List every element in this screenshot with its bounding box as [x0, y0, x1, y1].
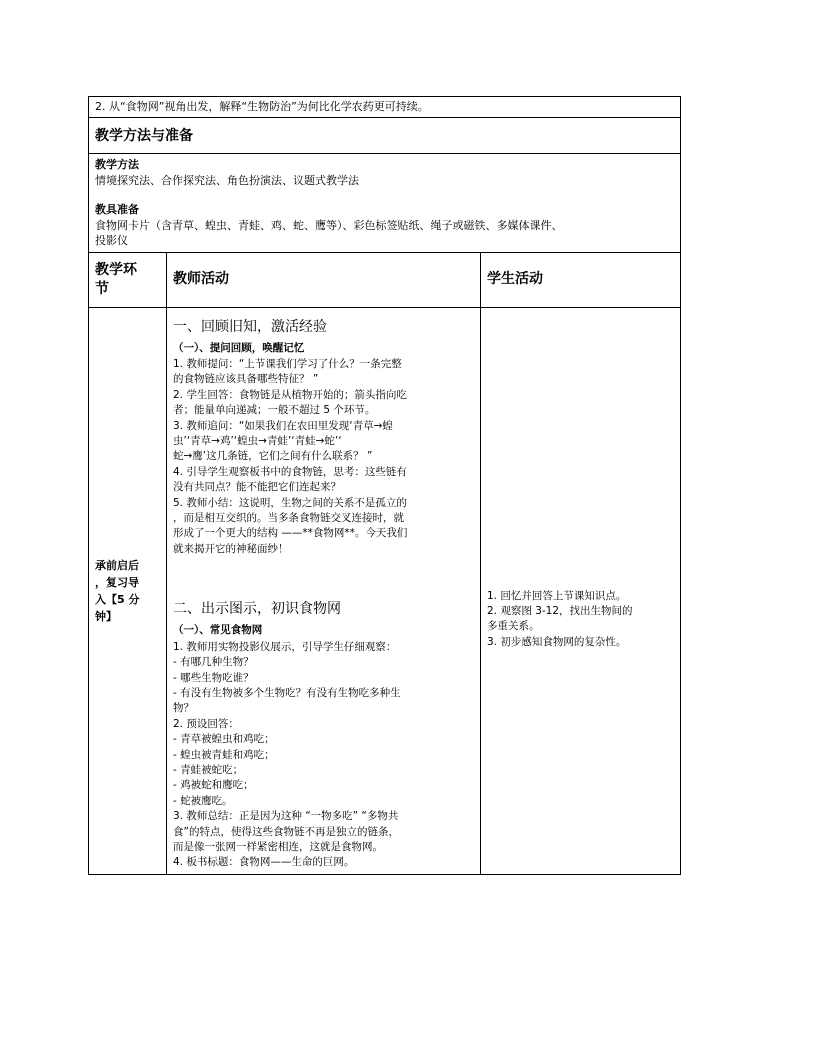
stage-line4: 钟】	[95, 609, 117, 623]
part1-line: 就来揭开它的神秘面纱！	[173, 542, 289, 555]
part2-line: - 青蛙被蛇吃；	[173, 764, 244, 777]
tools-text-line1: 食物网卡片（含青草、蝗虫、青蛙、鸡、蛇、鹰等）、彩色标签贴纸、绳子或磁铁、多媒体课件、	[95, 218, 563, 232]
part2-line: - 鸡被蛇和鹰吃；	[173, 779, 254, 792]
method-heading: 教学方法	[95, 158, 139, 171]
teacher-column-header: 教师活动	[167, 252, 481, 307]
part2-line: - 有哪几种生物？	[173, 656, 254, 669]
stage-header-line2: 节	[95, 280, 109, 297]
student-activity-list	[487, 311, 674, 651]
top-note: 2. 从“食物网”视角出发，解释“生物防治”为何比化学农药更可持续。	[89, 97, 681, 118]
stage-row	[89, 307, 681, 874]
methods-content-row	[89, 154, 681, 253]
part2-list	[173, 640, 474, 871]
part2-line: 而是像一张网一样紧密相连，这就是食物网。	[173, 841, 383, 854]
stage-line3: 入【5 分	[95, 592, 140, 606]
methods-content	[89, 154, 681, 253]
top-note-row	[89, 97, 681, 118]
part2-line: 1. 教师用实物投影仪展示，引导学生仔细观察：	[173, 640, 397, 653]
part2-line: - 哪些生物吃谁？	[173, 671, 254, 684]
student-line: 3. 初步感知食物网的复杂性。	[487, 635, 627, 648]
part2-line: 食”的特点，使得这些食物链不再是独立的链条，	[173, 825, 399, 838]
column-header-row	[89, 252, 681, 307]
part1-line: 5. 教师小结：这说明，生物之间的关系不是孤立的	[173, 496, 407, 509]
part2-line: - 有没有生物被多个生物吃？有没有生物吃多种生	[173, 687, 401, 699]
part1-line: 者；能量单向递减；一般不超过 5 个环节。	[173, 404, 376, 417]
part2-line: 4. 板书标题：食物网——生命的巨网。	[173, 856, 355, 869]
methods-title-row	[89, 118, 681, 154]
part1-line: 的食物链应该具备哪些特征？ ”	[173, 373, 319, 386]
part1-line: ，而是相互交织的。当多条食物链交叉连接时，就	[173, 512, 404, 525]
part1-title: 一、回顾旧知，激活经验	[173, 318, 327, 335]
stage-column-header	[89, 252, 167, 307]
teacher-activity-cell	[167, 307, 481, 874]
lesson-plan-table	[88, 96, 681, 875]
lesson-plan-document	[88, 96, 680, 875]
part2-line: - 青草被蝗虫和鸡吃；	[173, 733, 275, 746]
part1-list	[173, 357, 474, 557]
methods-section-title: 教学方法与准备	[89, 118, 681, 154]
stage-line2: ，复习导	[95, 575, 139, 589]
part1-line: 3. 教师追问：“如果我们在农田里发现‘青草→蝗	[173, 419, 393, 432]
part2-line: 3. 教师总结：正是因为这种 “一物多吃” “多物共	[173, 810, 399, 823]
spacer	[173, 557, 474, 593]
part1-line: 蛇→鹰’这几条链，它们之间有什么联系？ ”	[173, 450, 373, 463]
student-column-header: 学生活动	[481, 252, 681, 307]
tools-text-line2: 投影仪	[95, 234, 128, 247]
part2-line: 物？	[173, 702, 194, 715]
tools-heading: 教具准备	[95, 203, 139, 216]
stage-line1: 承前启后	[95, 558, 139, 572]
student-line: 1. 回忆并回答上节课知识点。	[487, 589, 627, 602]
part1-subtitle: （一）、提问回顾，唤醒记忆	[173, 341, 305, 354]
part1-line: 2. 学生回答：食物链是从植物开始的；箭头指向吃	[173, 388, 407, 401]
student-activity-cell	[481, 307, 681, 874]
method-text: 情境探究法、合作探究法、角色扮演法、议题式教学法	[95, 173, 359, 187]
student-line: 2. 观察图 3-12，找出生物间的	[487, 604, 633, 617]
part1-line: 4. 引导学生观察板书中的食物链，思考：这些链有	[173, 465, 407, 478]
part1-line: 形成了一个更大的结构 ——**食物网**。今天我们	[173, 527, 408, 540]
student-line: 多重关系。	[487, 620, 540, 633]
part2-line: - 蝗虫被青蛙和鸡吃；	[173, 748, 275, 761]
stage-cell	[89, 307, 167, 874]
part2-title: 二、出示图示，初识食物网	[173, 601, 341, 618]
part2-line: 2. 预设回答：	[173, 717, 239, 730]
part1-line: 没有共同点？能不能把它们连起来？	[173, 481, 341, 494]
part1-line: 1. 教师提问：“上节课我们学习了什么？一条完整	[173, 358, 402, 370]
stage-header-line1: 教学环	[95, 261, 137, 278]
spacer	[95, 188, 674, 202]
part1-line: 虫’‘青草→鸡’‘蝗虫→青蛙’‘青蛙→蛇’‘	[173, 435, 342, 448]
part2-subtitle: （一）、常见食物网	[173, 624, 263, 637]
part2-line: - 蛇被鹰吃。	[173, 794, 233, 807]
